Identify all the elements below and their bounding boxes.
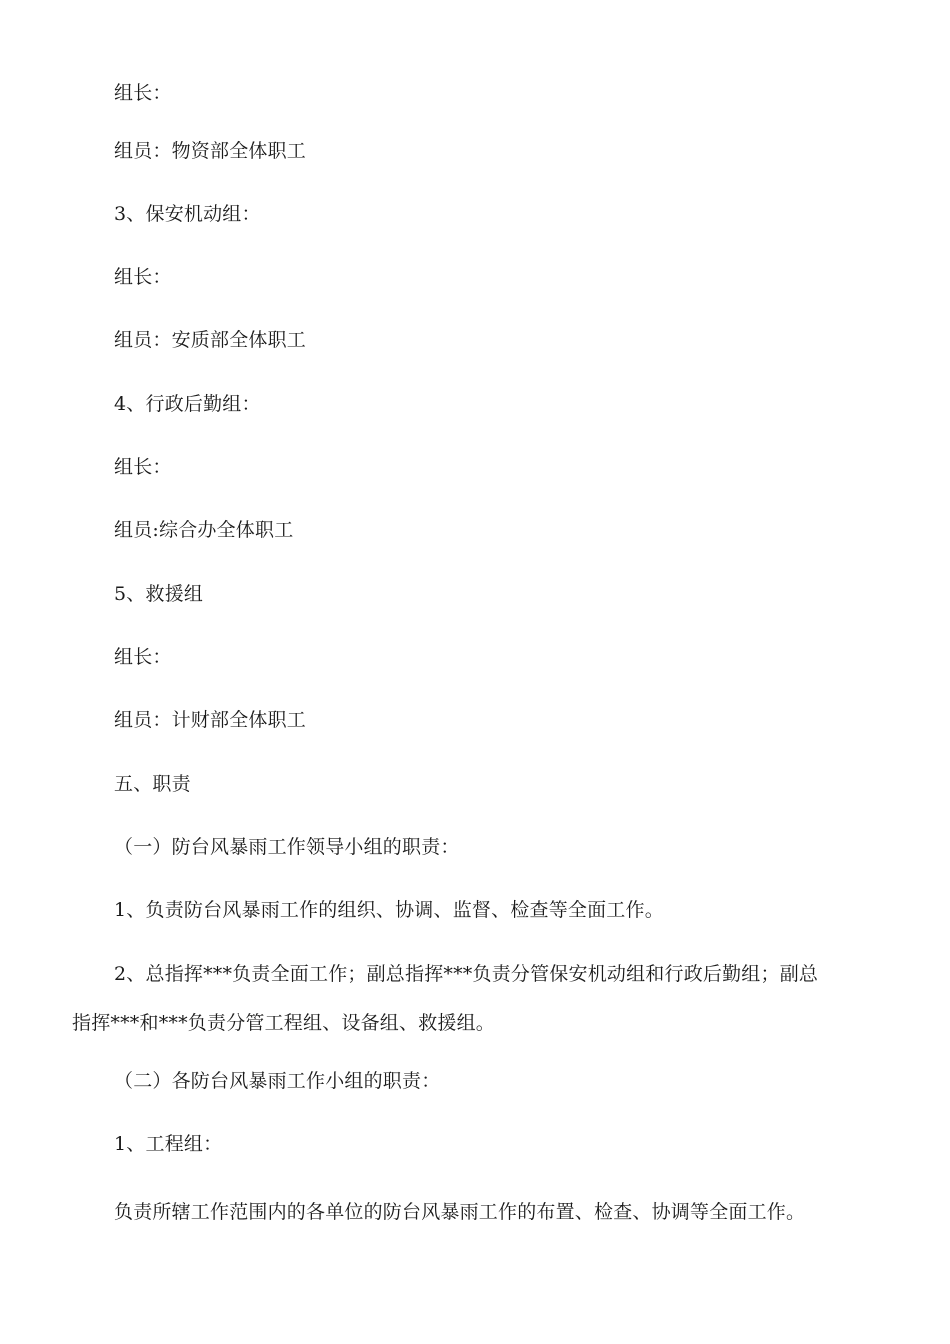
section-heading-duties: 五、职责: [114, 773, 191, 795]
paragraph-group-leader-2: 组长：: [114, 266, 172, 288]
paragraph-rescue-group: 5、救援组: [114, 583, 204, 605]
paragraph-engineering-group: 1、工程组：: [114, 1133, 223, 1155]
paragraph-engineering-duties: 负责所辖工作范围内的各单位的防台风暴雨工作的布置、检查、协调等全面工作。: [114, 1201, 806, 1223]
paragraph-members-materials: 组员：物资部全体职工: [114, 140, 307, 162]
subsection-leadership-duties: （一）防台风暴雨工作领导小组的职责：: [114, 836, 460, 858]
paragraph-members-finance: 组员：计财部全体职工: [114, 709, 307, 731]
paragraph-duty-2-line1: 2、总指挥***负责全面工作；副总指挥***负责分管保安机动组和行政后勤组；副总: [114, 963, 819, 985]
paragraph-duty-1: 1、负责防台风暴雨工作的组织、协调、监督、检查等全面工作。: [114, 899, 664, 921]
paragraph-group-leader-1: 组长：: [114, 82, 172, 104]
paragraph-group-leader-3: 组长：: [114, 456, 172, 478]
paragraph-duty-2: [72, 950, 862, 1048]
paragraph-security-mobile-group: 3、保安机动组：: [114, 203, 261, 225]
paragraph-group-leader-4: 组长：: [114, 646, 172, 668]
paragraph-duty-2-line2: 指挥***和***负责分管工程组、设备组、救援组。: [72, 1012, 496, 1034]
paragraph-members-safety: 组员：安质部全体职工: [114, 329, 307, 351]
paragraph-members-general-office: 组员:综合办全体职工: [114, 519, 294, 541]
subsection-team-duties: （二）各防台风暴雨工作小组的职责：: [114, 1070, 441, 1092]
paragraph-admin-logistics-group: 4、行政后勤组：: [114, 393, 261, 415]
